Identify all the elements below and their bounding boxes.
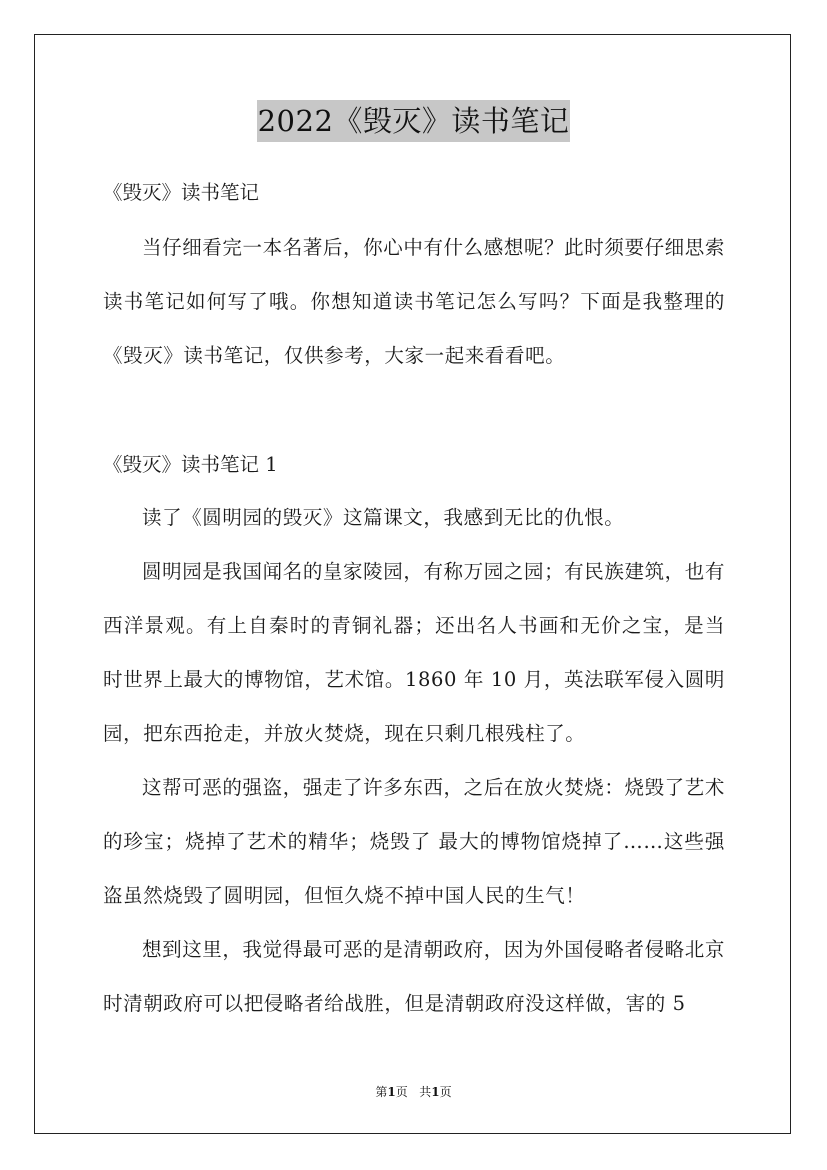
- body-paragraph: 想到这里，我觉得最可恶的是清朝政府，因为外国侵略者侵略北京时清朝政府可以把侵略者给战胜，但是清朝政府没这样做，害的 5: [103, 938, 725, 1015]
- footer-page-prefix: 第: [375, 1085, 388, 1099]
- section-body: [103, 491, 725, 1031]
- title-container: [0, 100, 827, 142]
- body-paragraph: 这帮可恶的强盗，强走了许多东西，之后在放火焚烧：烧毁了艺术的珍宝；烧掉了艺术的精华；烧毁了 最大的博物馆烧掉了……这些强盗虽然烧毁了圆明园，但恒久烧不掉中国人民的生气！: [103, 776, 725, 907]
- document-subtitle: 《毁灭》读书笔记: [103, 181, 260, 204]
- footer-page-suffix: 页: [395, 1085, 408, 1099]
- footer-total-suffix: 页: [439, 1085, 452, 1099]
- section-heading: 《毁灭》读书笔记 1: [103, 453, 278, 476]
- intro-paragraph: 当仔细看完一本名著后，你心中有什么感想呢？此时须要仔细思索读书笔记如何写了哦。你想知道读书笔记怎么写吗？下面是我整理的《毁灭》读书笔记，仅供参考，大家一起来看看吧。: [103, 236, 725, 367]
- body-paragraph: 圆明园是我国闻名的皇家陵园，有称万园之园；有民族建筑，也有西洋景观。有上自秦时的青铜礼器；还出名人书画和无价之宝，是当时世界上最大的博物馆，艺术馆。1860 年 10 月，英法联军侵入圆明园，把东西抢走，并放火焚烧，现在只剩几根残柱了。: [103, 560, 725, 745]
- body-paragraph: 读了《圆明园的毁灭》这篇课文，我感到无比的仇恨。: [142, 506, 625, 529]
- document-title: 2022《毁灭》读书笔记: [257, 100, 571, 142]
- footer-total-prefix: 共: [419, 1085, 432, 1099]
- footer-page-number: 1: [387, 1085, 396, 1099]
- intro-block: [103, 221, 725, 383]
- footer-total-number: 1: [431, 1085, 440, 1099]
- page-footer: [0, 1083, 827, 1100]
